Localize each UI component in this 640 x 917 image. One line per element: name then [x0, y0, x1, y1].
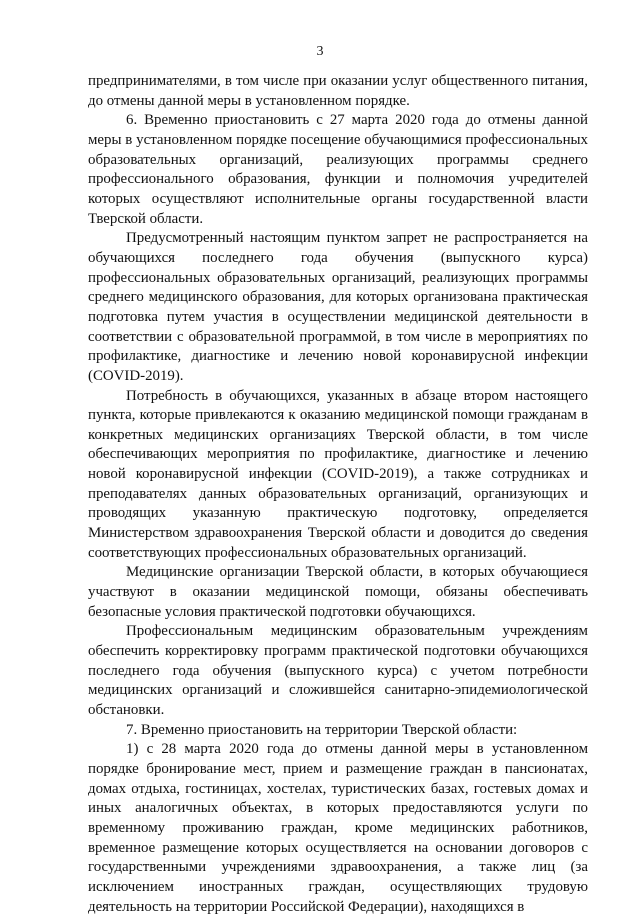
paragraph-medical-organizations: Медицинские организации Тверской области, в которых обучающиеся участвуют в оказании медицинской помощи, обязаны обеспечивать безопасные условия практической подготовки обучающихся. [88, 564, 588, 620]
paragraph-program-adjustment: Профессиональным медицинским образовательным учреждениям обеспечить корректировку программ практической подготовки обучающихся последнего года обучения (выпускного курса) с учетом потребности медицинских организаций и сложившейся санитарно-эпидемиологической обстановки. [88, 623, 588, 718]
paragraph-continuation: предпринимателями, в том числе при оказании услуг общественного питания, до отмены данной меры в установленном порядке. [88, 73, 588, 109]
paragraph-item-7-1: 1) с 28 марта 2020 года до отмены данной меры в установленном порядке бронирование мест, прием и размещение граждан в пансионатах, домах отдыха, гостиницах, хостелах, туристических базах, гостевых домах и иных аналогичных объектах, в которых предоставляются услуги по временному проживанию граждан, кроме медицинских работников, временное размещение которых осуществляется на основании договоров с государственными учреждениями здравоохранения, а также лиц (за исключением иностранных граждан, осуществляющих трудовую деятельность на территории Российской Федерации), находящихся в [88, 741, 588, 915]
body-text [88, 72, 588, 917]
paragraph-item-6: 6. Временно приостановить с 27 марта 2020 года до отмены данной меры в установленном порядке посещение обучающимися профессиональных образовательных организаций, реализующих программы среднего профессионального образования, функции и полномочия учредителей которых осуществляют исполнительные органы государственной власти Тверской области. [88, 112, 588, 227]
page-number: 3 [316, 44, 324, 59]
paragraph-item-7: 7. Временно приостановить на территории Тверской области: [126, 721, 518, 738]
paragraph-students-demand: Потребность в обучающихся, указанных в абзаце втором настоящего пункта, которые привлекаются к оказанию медицинской помощи гражданам в конкретных медицинских организациях Тверской области, в том числе обеспечивающих мероприятия по профилактике, диагностике и лечению новой коронавирусной инфекции (COVID-2019), а также сотрудниках и преподавателях данных образовательных организаций, организующих и проводящих указанную практическую подготовку, определяется Министерством здравоохранения Тверской области и доводится до сведения соответствующих профессиональных образовательных организаций. [88, 387, 588, 561]
paragraph-exception: Предусмотренный настоящим пунктом запрет не распространяется на обучающихся последнего года обучения (выпускного курса) профессиональных образовательных организаций, реализующих программы среднего медицинского образования, для которых организована практическая подготовка путем участия в осуществлении медицинской деятельности в соответствии с образовательной программой, в том числе в мероприятиях по профилактике, диагностике и лечению новой коронавирусной инфекции (COVID-2019). [88, 230, 588, 384]
